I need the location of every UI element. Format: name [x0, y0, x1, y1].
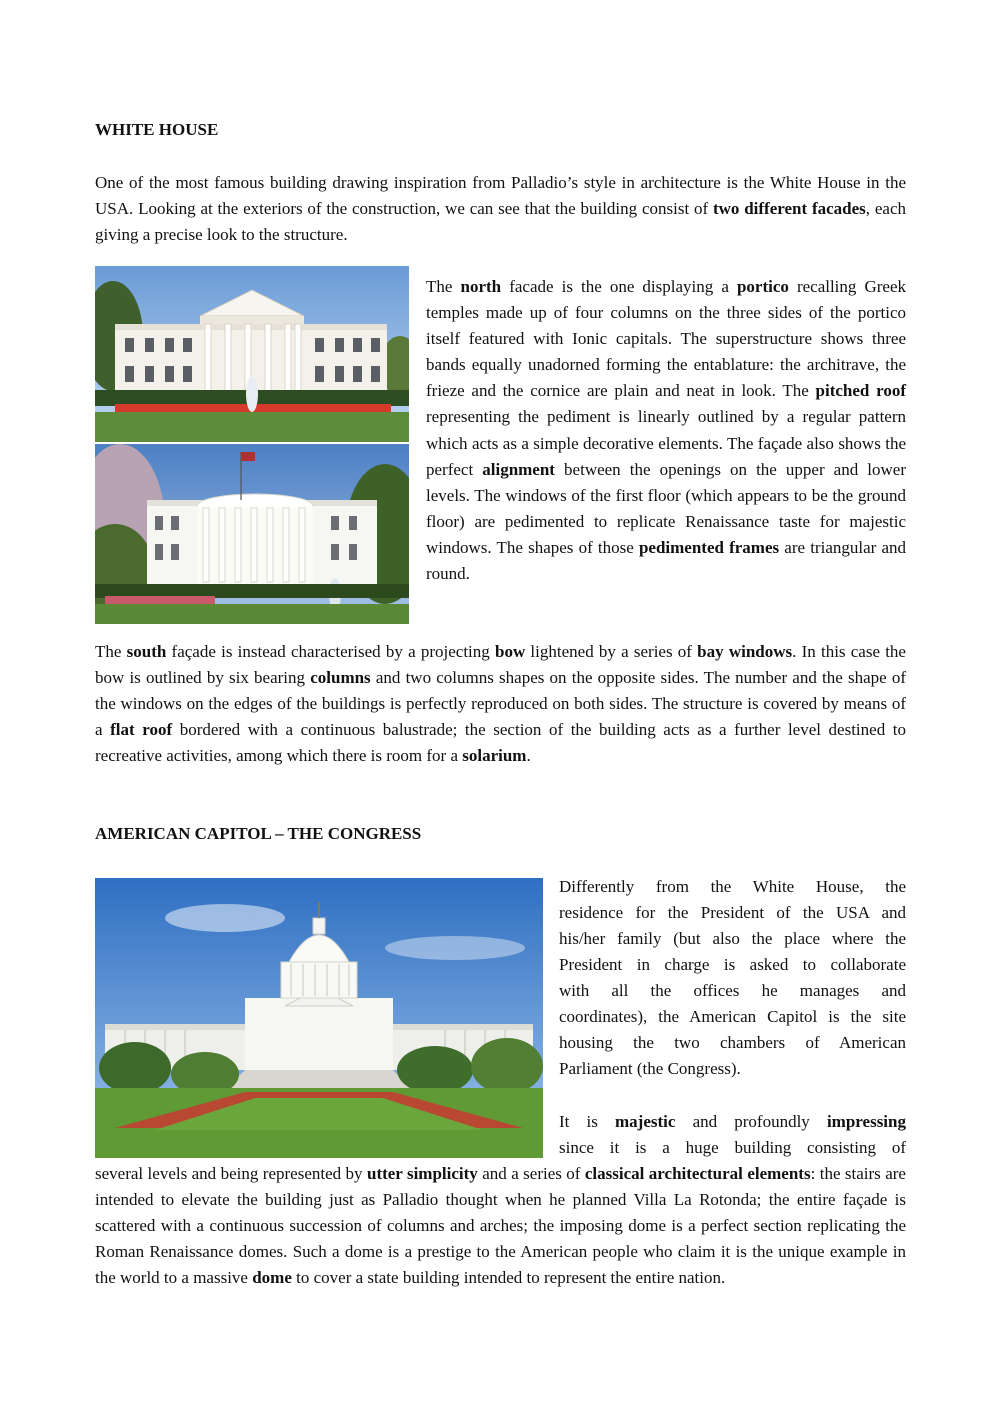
bold-term: alignment: [482, 459, 555, 479]
bold-term: bow: [494, 642, 526, 661]
bold-term: south: [126, 642, 167, 661]
capitol-side-text: [559, 874, 906, 1082]
white-house-photos: [95, 266, 409, 624]
capitol-side-line: residence for the President of the USA and: [559, 903, 906, 922]
bold-term: pedimented frames: [638, 537, 780, 557]
heading-capitol: AMERICAN CAPITOL – THE CONGRESS: [95, 824, 422, 843]
south-facade-photo: [95, 444, 409, 624]
bold-term: flat roof: [110, 720, 173, 739]
bold-term: north: [460, 277, 502, 296]
bold-term: impressing: [826, 1112, 906, 1131]
capitol-side-line: Differently from the White House, the: [559, 877, 906, 896]
capitol-side-line: with all the offices he manages and: [559, 981, 906, 1000]
north-facade-paragraph: The north facade is the one displaying a portico recalling Greek temples made up of four columns on the three sides of the portico itself featured with Ionic capitals. The superstructure shows three bands equally unadorned forming the entablature: the architrave, the frieze and the cornice are plain and neat in look. The pitched roof representing the pediment is linearly outlined by a regular pattern which acts as a simple decorative elements. The façade also shows the perfect alignment between the openings on the upper and lower levels. The windows of the first floor (which appears to be the ground floor) are pedimented to replicate Renaissance taste for majestic windows. The shapes of those pedimented frames are triangular and round.: [426, 277, 906, 584]
bold-term: portico: [736, 277, 789, 296]
capitol-side-line: his/her family (but also the place where the: [559, 929, 906, 948]
white-house-intro: One of the most famous building drawing inspiration from Palladio’s style in architecture is the White House in the USA. Looking at the exteriors of the construction, we can see that the building consist of two different facades, each giving a precise look to the structure.: [95, 173, 906, 244]
capitol-photo: [95, 878, 543, 1158]
bold-term: pitched roof: [815, 381, 906, 401]
bold-term: classical architectural elements: [584, 1164, 811, 1183]
capitol-paragraph: several levels and being represented by utter simplicity and a series of classical architectural elements: the stairs are intended to elevate the building just as Palladio thought when he planned Villa La Rotonda; the entire façade is scattered with a continuous succession of columns and arches; the imposing dome is a perfect section replicating the Roman Renaissance domes. Such a dome is a prestige to the American people who claim it is the unique example in the world to a massive dome to cover a state building intended to represent the entire nation.: [95, 1164, 906, 1287]
south-facade-paragraph: The south façade is instead characterised by a projecting bow lightened by a series of bay windows. In this case the bow is outlined by six bearing columns and two columns shapes on the opposite sides. The number and the shape of the windows on the edges of the buildings is perfectly reproduced on both sides. The structure is covered by means of a flat roof bordered with a continuous balustrade; the section of the building acts as a further level destined to recreative activities, among which there is room for a solarium.: [95, 642, 906, 765]
capitol-side-text-2: [559, 1109, 906, 1161]
capitol-side2-line: since it is a huge building consisting of: [559, 1138, 906, 1157]
bold-term: utter simplicity: [366, 1164, 478, 1183]
capitol-side2-line: It is majestic and profoundly impressing: [559, 1112, 906, 1131]
bold-term: dome: [252, 1268, 292, 1287]
bold-term: majestic: [615, 1112, 676, 1131]
bold-term: two different facades: [712, 199, 866, 218]
capitol-side-line: coordinates), the American Capitol is the site: [559, 1007, 906, 1026]
bold-term: bay windows: [697, 642, 793, 661]
capitol-side-line: housing the two chambers of American: [559, 1033, 906, 1052]
bold-term: solarium: [462, 746, 527, 765]
bold-term: columns: [310, 668, 371, 687]
capitol-side-line: President in charge is asked to collaborate: [559, 955, 906, 974]
heading-white-house: WHITE HOUSE: [95, 120, 219, 139]
north-facade-photo: [95, 266, 409, 442]
capitol-side-line: Parliament (the Congress).: [559, 1059, 741, 1078]
